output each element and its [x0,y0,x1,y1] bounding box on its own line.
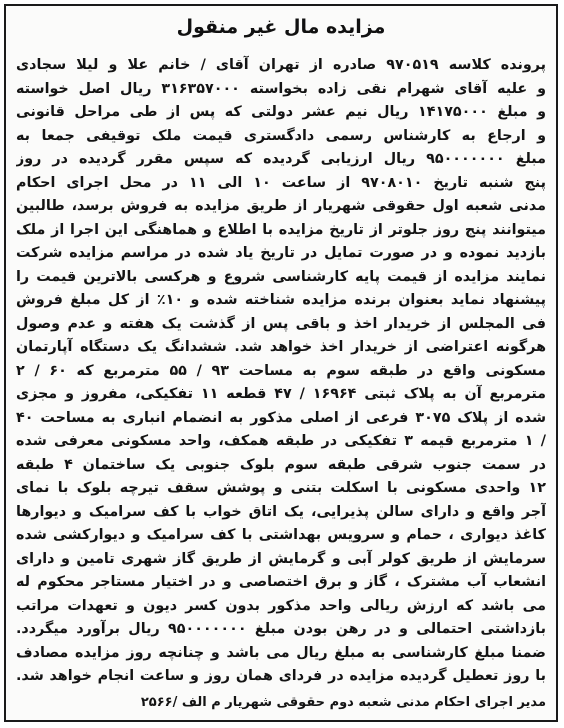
notice-title: مزایده مال غیر منقول [176,16,386,38]
notice-frame [4,4,558,722]
notice-line: پرونده کلاسه ۹۷۰۵۱۹ صادره از تهران آقای / خانم علا و لیلا سجادی [16,57,546,73]
notice-line: هرگونه اعتراضی از خریدار اخذ خواهد شد. ششدانگ یک دستگاه آپارتمان [16,339,546,355]
notice-line: و ارجاع به کارشناس رسمی دادگستری قیمت ملک توقیفی جمعا به [16,127,546,144]
notice-line: نمایند مزایده از قیمت پایه کارشناسی شروع و هرکسی بالاترین قیمت را [16,268,546,285]
notice-line: ۱۲ واحدی مسکونی با اسکلت بتنی و پوشش سقف تیرچه بلوک با نمای [16,480,546,496]
notice-line: مدنی شعبه اول حقوقی شهریار از طریق مزایده به فروش برسد، طالبین [16,198,546,214]
notice-line: در سمت جنوب شرقی طبقه سوم بلوک جنوبی یک ساختمان ۴ طبقه [16,456,546,473]
notice-line: / ۱ مترمربع قیمه ۳ تفکیکی در طبقه همکف، واحد مسکونی معرفی شده [16,433,546,449]
notice-line: ضمنا مبلغ کارشناسی به مبلغ ریال می باشد و چنانچه روز مزایده مصادف [16,644,546,661]
notice-line: انشعاب آب مشترک ، گاز و برق اختصاصی و در اختیار مستاجر محکوم له [16,574,546,590]
notice-line: با روز تعطیل گردیده مزایده در فردای همان روز و ساعت انجام خواهد شد. [16,668,546,684]
notice-line: آجر واقع و دارای سالن پذیرایی، یک اتاق خواب با کف سرامیک و دیوارها [16,503,546,520]
notice-line: می باشد که ارزش ریالی واحد مذکور بدون کسر دیون و تعهدات مراتب [16,597,546,614]
notice-line: پیشنهاد نماید بعنوان برنده مزایده شناخته شده و ۱۰٪ از کل مبلغ فروش [16,292,546,308]
notice-line: بازداشتی احتمالی و در رهن بودن مبلغ ۹۵۰۰۰۰۰۰۰ ریال برآورد میگردد. [16,621,546,637]
notice-line: سرمایش از طریق کولر آبی و گرمایش از طریق گاز شهری تامین و دارای [16,550,546,567]
notice-line: و علیه آقای شهرام نقی زاده بخواسته ۳۱۶۳۵۷۰۰۰ ریال اصل خواسته [16,80,546,97]
notice-line: شده از پلاک ۳۰۷۵ فرعی از اصلی مذکور به انضمام انباری به مساحت ۴۰ [16,409,546,426]
notice-line: پنج شنبه تاریخ ۹۷۰۸۰۱۰ از ساعت ۱۰ الی ۱۱ در محل اجرای احکام [16,174,546,191]
notice-line: فی المجلس از خریدار اخذ و باقی پس از گذشت یک هفته و عدم وصول [16,315,546,332]
notice-line: مترمربع آن به پلاک ثبتی ۱۶۹۶۴ / ۴۷ قطعه ۱۱ تفکیکی، مفروز و مجزی [16,386,546,402]
notice-line: میتوانند پنج روز جلوتر از تاریخ مزایده با اطلاع و هماهنگی این اجرا از ملک [16,221,546,238]
notice-line: مبلغ ۹۵۰۰۰۰۰۰۰ ریال ارزیابی گردیده که سپس مقرر گردیده در روز [16,151,546,167]
notice-line: و مبلغ ۱۴۱۷۵۰۰۰ ریال نیم عشر دولتی که پس از طی مراحل قانونی [16,104,546,120]
notice-line: کاغذ دیواری ، حمام و سرویس بهداشتی با کف سرامیک و دیوارکشی شده [16,527,546,543]
notice-line: بازدید نموده و در صورت تمایل در تاریخ یاد شده در مراسم مزایده شرکت [16,245,546,261]
notice-footer: مدیر اجرای احکام مدنی شعبه دوم حقوقی شهریار م الف /۲۵۶۶ [140,695,546,710]
notice-line: مسکونی واقع در طبقه سوم به مساحت ۹۳ / ۵۵ مترمربع که ۶۰ / ۲ [16,362,546,379]
